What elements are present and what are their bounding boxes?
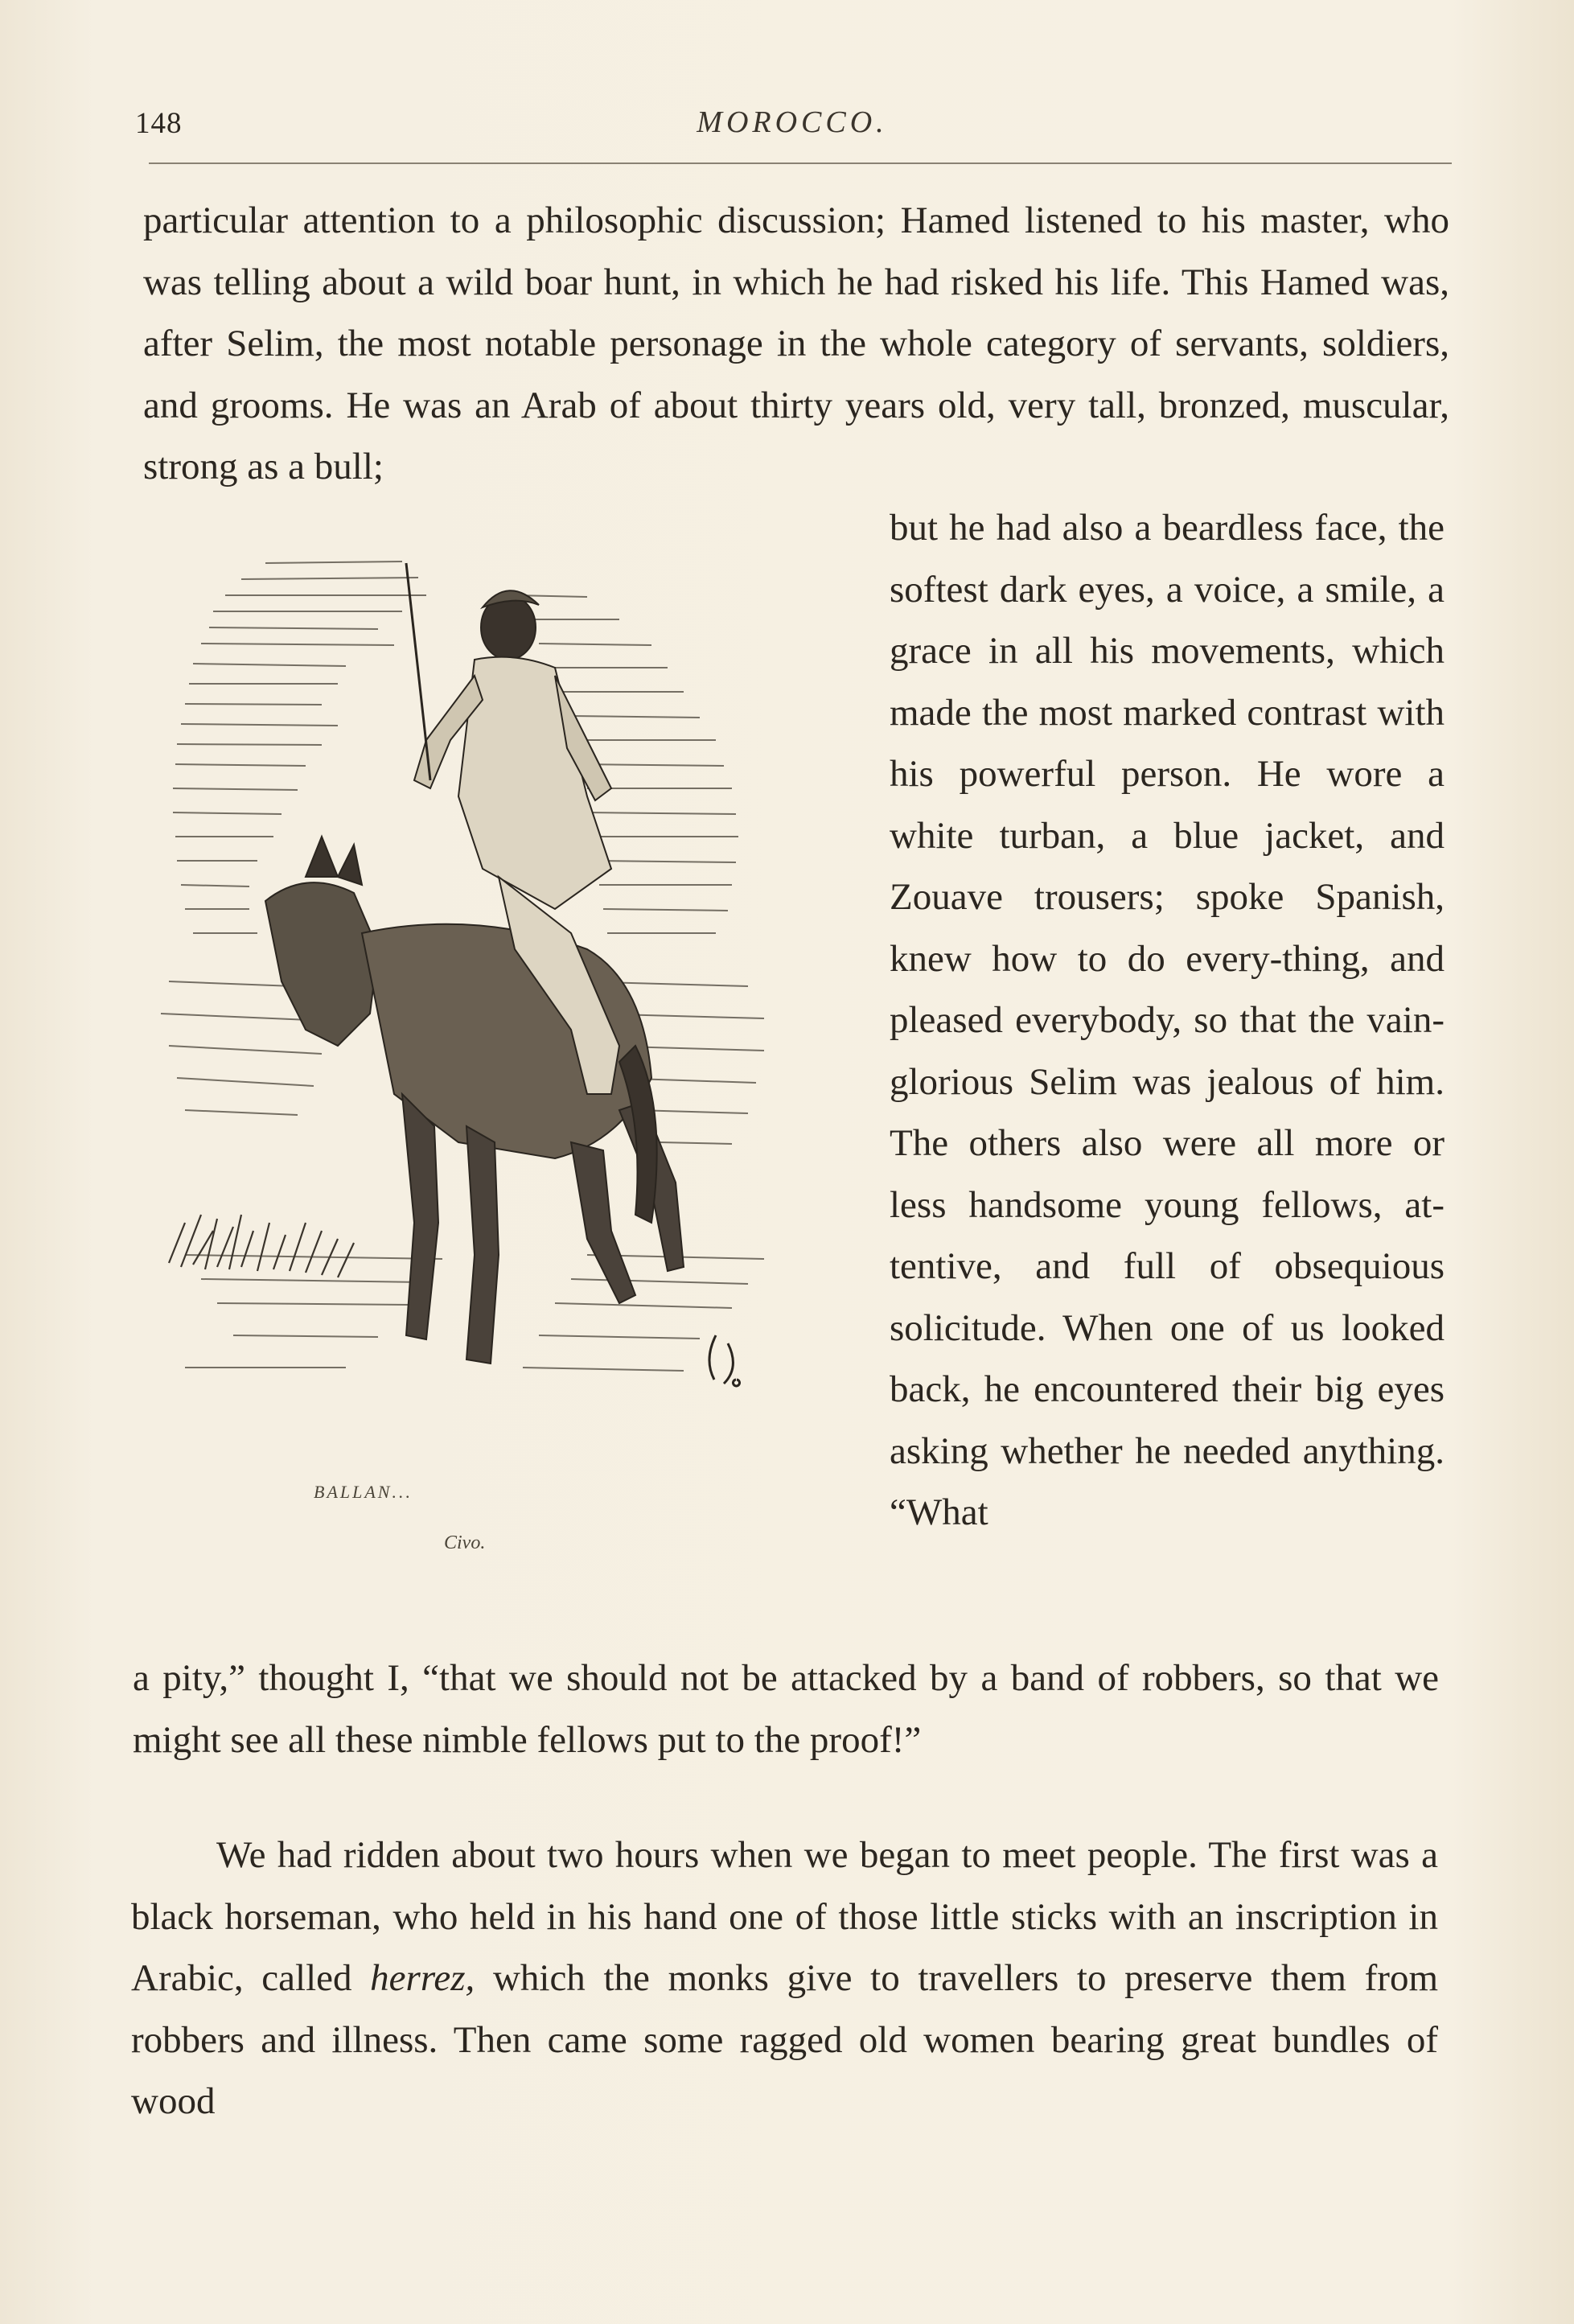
artist-signature: BALLAN...	[314, 1482, 413, 1502]
paragraph-beside-illustration: but he had also a beardless face, the softest dark eyes, a voice, a smile, a grace in all his movements, which made the most marked contrast with his powerful person. He wore a white turban, a blue jacket, and Zouave trousers; spoke Spanish, knew how to do every-thing, and pleased everybody, so that the vain-glorious Selim was jealous of him. The others also were all more or less handsome young fellows, at-tentive, and full of obsequious solicitude. When one of us looked back, he encountered their big eyes asking whether he needed anything. “What	[890, 507, 1445, 1533]
engraving-horseman-illustration	[137, 531, 845, 1520]
paragraph-top: particular attention to a philosophic discussion; Hamed listened to his master, who was telling about a wild boar hunt, in which he had risked his life. This Hamed was, after Selim, the most notable personage in the whole category of servants, soldiers, and grooms. He was an Arab of about thirty years old, very tall, bronzed, muscular, strong as a bull;	[143, 199, 1449, 487]
page-header	[133, 98, 1452, 146]
page-number: 148	[135, 107, 183, 140]
paragraph-second-text-b: which the monks give to travellers to preserve them from robbers and illness. Then came some ragged old women bearing great bundles of wood	[131, 1957, 1439, 2122]
paragraph-second-text-a: We had ridden about two hours when we began to meet people. The first was a black horseman, who held in his hand one of those little sticks with an inscription in Arabic, called	[131, 1834, 1438, 1999]
paragraph-continuation: a pity,” thought I, “that we should not be attacked by a band of robbers, so that we might see all these nimble fellows put to the proof!”	[133, 1657, 1439, 1761]
header-rule	[149, 162, 1452, 164]
illustration-caption: Civo.	[444, 1532, 486, 1553]
herrez-term: herrez,	[370, 1957, 475, 1999]
running-title: MOROCCO.	[697, 105, 888, 139]
paragraph-second	[131, 1824, 1438, 2133]
